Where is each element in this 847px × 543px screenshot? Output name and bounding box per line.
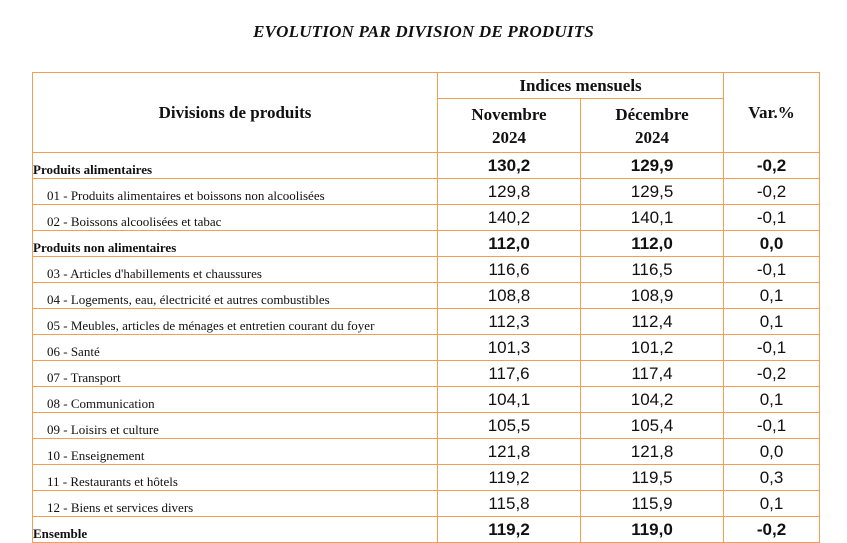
november-value: 105,5 [438, 413, 581, 439]
table-row [33, 231, 820, 257]
header-november-year: 2024 [492, 127, 526, 147]
division-label: 11 - Restaurants et hôtels [33, 465, 438, 491]
division-label: 10 - Enseignement [33, 439, 438, 465]
variation-value: -0,1 [724, 335, 820, 361]
december-value: 129,9 [581, 153, 724, 179]
document-title: EVOLUTION PAR DIVISION DE PRODUITS [253, 22, 594, 41]
november-value: 104,1 [438, 387, 581, 413]
table-row [33, 361, 820, 387]
table-row [33, 283, 820, 309]
variation-value: -0,2 [724, 153, 820, 179]
november-value: 108,8 [438, 283, 581, 309]
header-november-month: Novembre [471, 104, 547, 124]
variation-value: -0,2 [724, 179, 820, 205]
table-row [33, 465, 820, 491]
december-value: 140,1 [581, 205, 724, 231]
variation-value: -0,2 [724, 517, 820, 543]
november-value: 112,0 [438, 231, 581, 257]
variation-value: -0,2 [724, 361, 820, 387]
index-table [32, 72, 820, 543]
december-value: 104,2 [581, 387, 724, 413]
header-november [438, 99, 581, 153]
table-row [33, 309, 820, 335]
division-label: 02 - Boissons alcoolisées et tabac [33, 205, 438, 231]
december-value: 117,4 [581, 361, 724, 387]
variation-value: -0,1 [724, 413, 820, 439]
table-row [33, 335, 820, 361]
table-row [33, 257, 820, 283]
variation-value: 0,3 [724, 465, 820, 491]
table-row [33, 439, 820, 465]
december-value: 112,0 [581, 231, 724, 257]
december-value: 129,5 [581, 179, 724, 205]
variation-value: -0,1 [724, 257, 820, 283]
november-value: 129,8 [438, 179, 581, 205]
division-label: 01 - Produits alimentaires et boissons non alcoolisées [33, 179, 438, 205]
division-label: 06 - Santé [33, 335, 438, 361]
variation-value: 0,1 [724, 309, 820, 335]
table-row [33, 387, 820, 413]
division-label: 05 - Meubles, articles de ménages et entretien courant du foyer [33, 309, 438, 335]
division-label: Ensemble [33, 517, 438, 543]
november-value: 121,8 [438, 439, 581, 465]
variation-value: 0,1 [724, 387, 820, 413]
division-label: 09 - Loisirs et culture [33, 413, 438, 439]
november-value: 101,3 [438, 335, 581, 361]
division-label: 08 - Communication [33, 387, 438, 413]
november-value: 116,6 [438, 257, 581, 283]
header-divisions: Divisions de produits [33, 73, 438, 153]
december-value: 101,2 [581, 335, 724, 361]
header-december-year: 2024 [635, 127, 669, 147]
header-december [581, 99, 724, 153]
november-value: 115,8 [438, 491, 581, 517]
december-value: 115,9 [581, 491, 724, 517]
december-value: 119,5 [581, 465, 724, 491]
division-label: Produits alimentaires [33, 153, 438, 179]
table-body [33, 153, 820, 543]
header-december-month: Décembre [615, 104, 689, 124]
variation-value: 0,1 [724, 491, 820, 517]
november-value: 140,2 [438, 205, 581, 231]
december-value: 116,5 [581, 257, 724, 283]
december-value: 121,8 [581, 439, 724, 465]
november-value: 119,2 [438, 517, 581, 543]
table-row [33, 153, 820, 179]
table-row [33, 413, 820, 439]
december-value: 105,4 [581, 413, 724, 439]
header-indices: Indices mensuels [438, 73, 724, 99]
table-row [33, 205, 820, 231]
december-value: 112,4 [581, 309, 724, 335]
december-value: 108,9 [581, 283, 724, 309]
november-value: 119,2 [438, 465, 581, 491]
division-label: 12 - Biens et services divers [33, 491, 438, 517]
table-row [33, 491, 820, 517]
variation-value: 0,1 [724, 283, 820, 309]
division-label: 04 - Logements, eau, électricité et autres combustibles [33, 283, 438, 309]
november-value: 112,3 [438, 309, 581, 335]
division-label: Produits non alimentaires [33, 231, 438, 257]
november-value: 130,2 [438, 153, 581, 179]
november-value: 117,6 [438, 361, 581, 387]
december-value: 119,0 [581, 517, 724, 543]
division-label: 07 - Transport [33, 361, 438, 387]
table-row [33, 179, 820, 205]
division-label: 03 - Articles d'habillements et chaussures [33, 257, 438, 283]
variation-value: 0,0 [724, 231, 820, 257]
header-var: Var.% [724, 73, 820, 153]
variation-value: -0,1 [724, 205, 820, 231]
variation-value: 0,0 [724, 439, 820, 465]
